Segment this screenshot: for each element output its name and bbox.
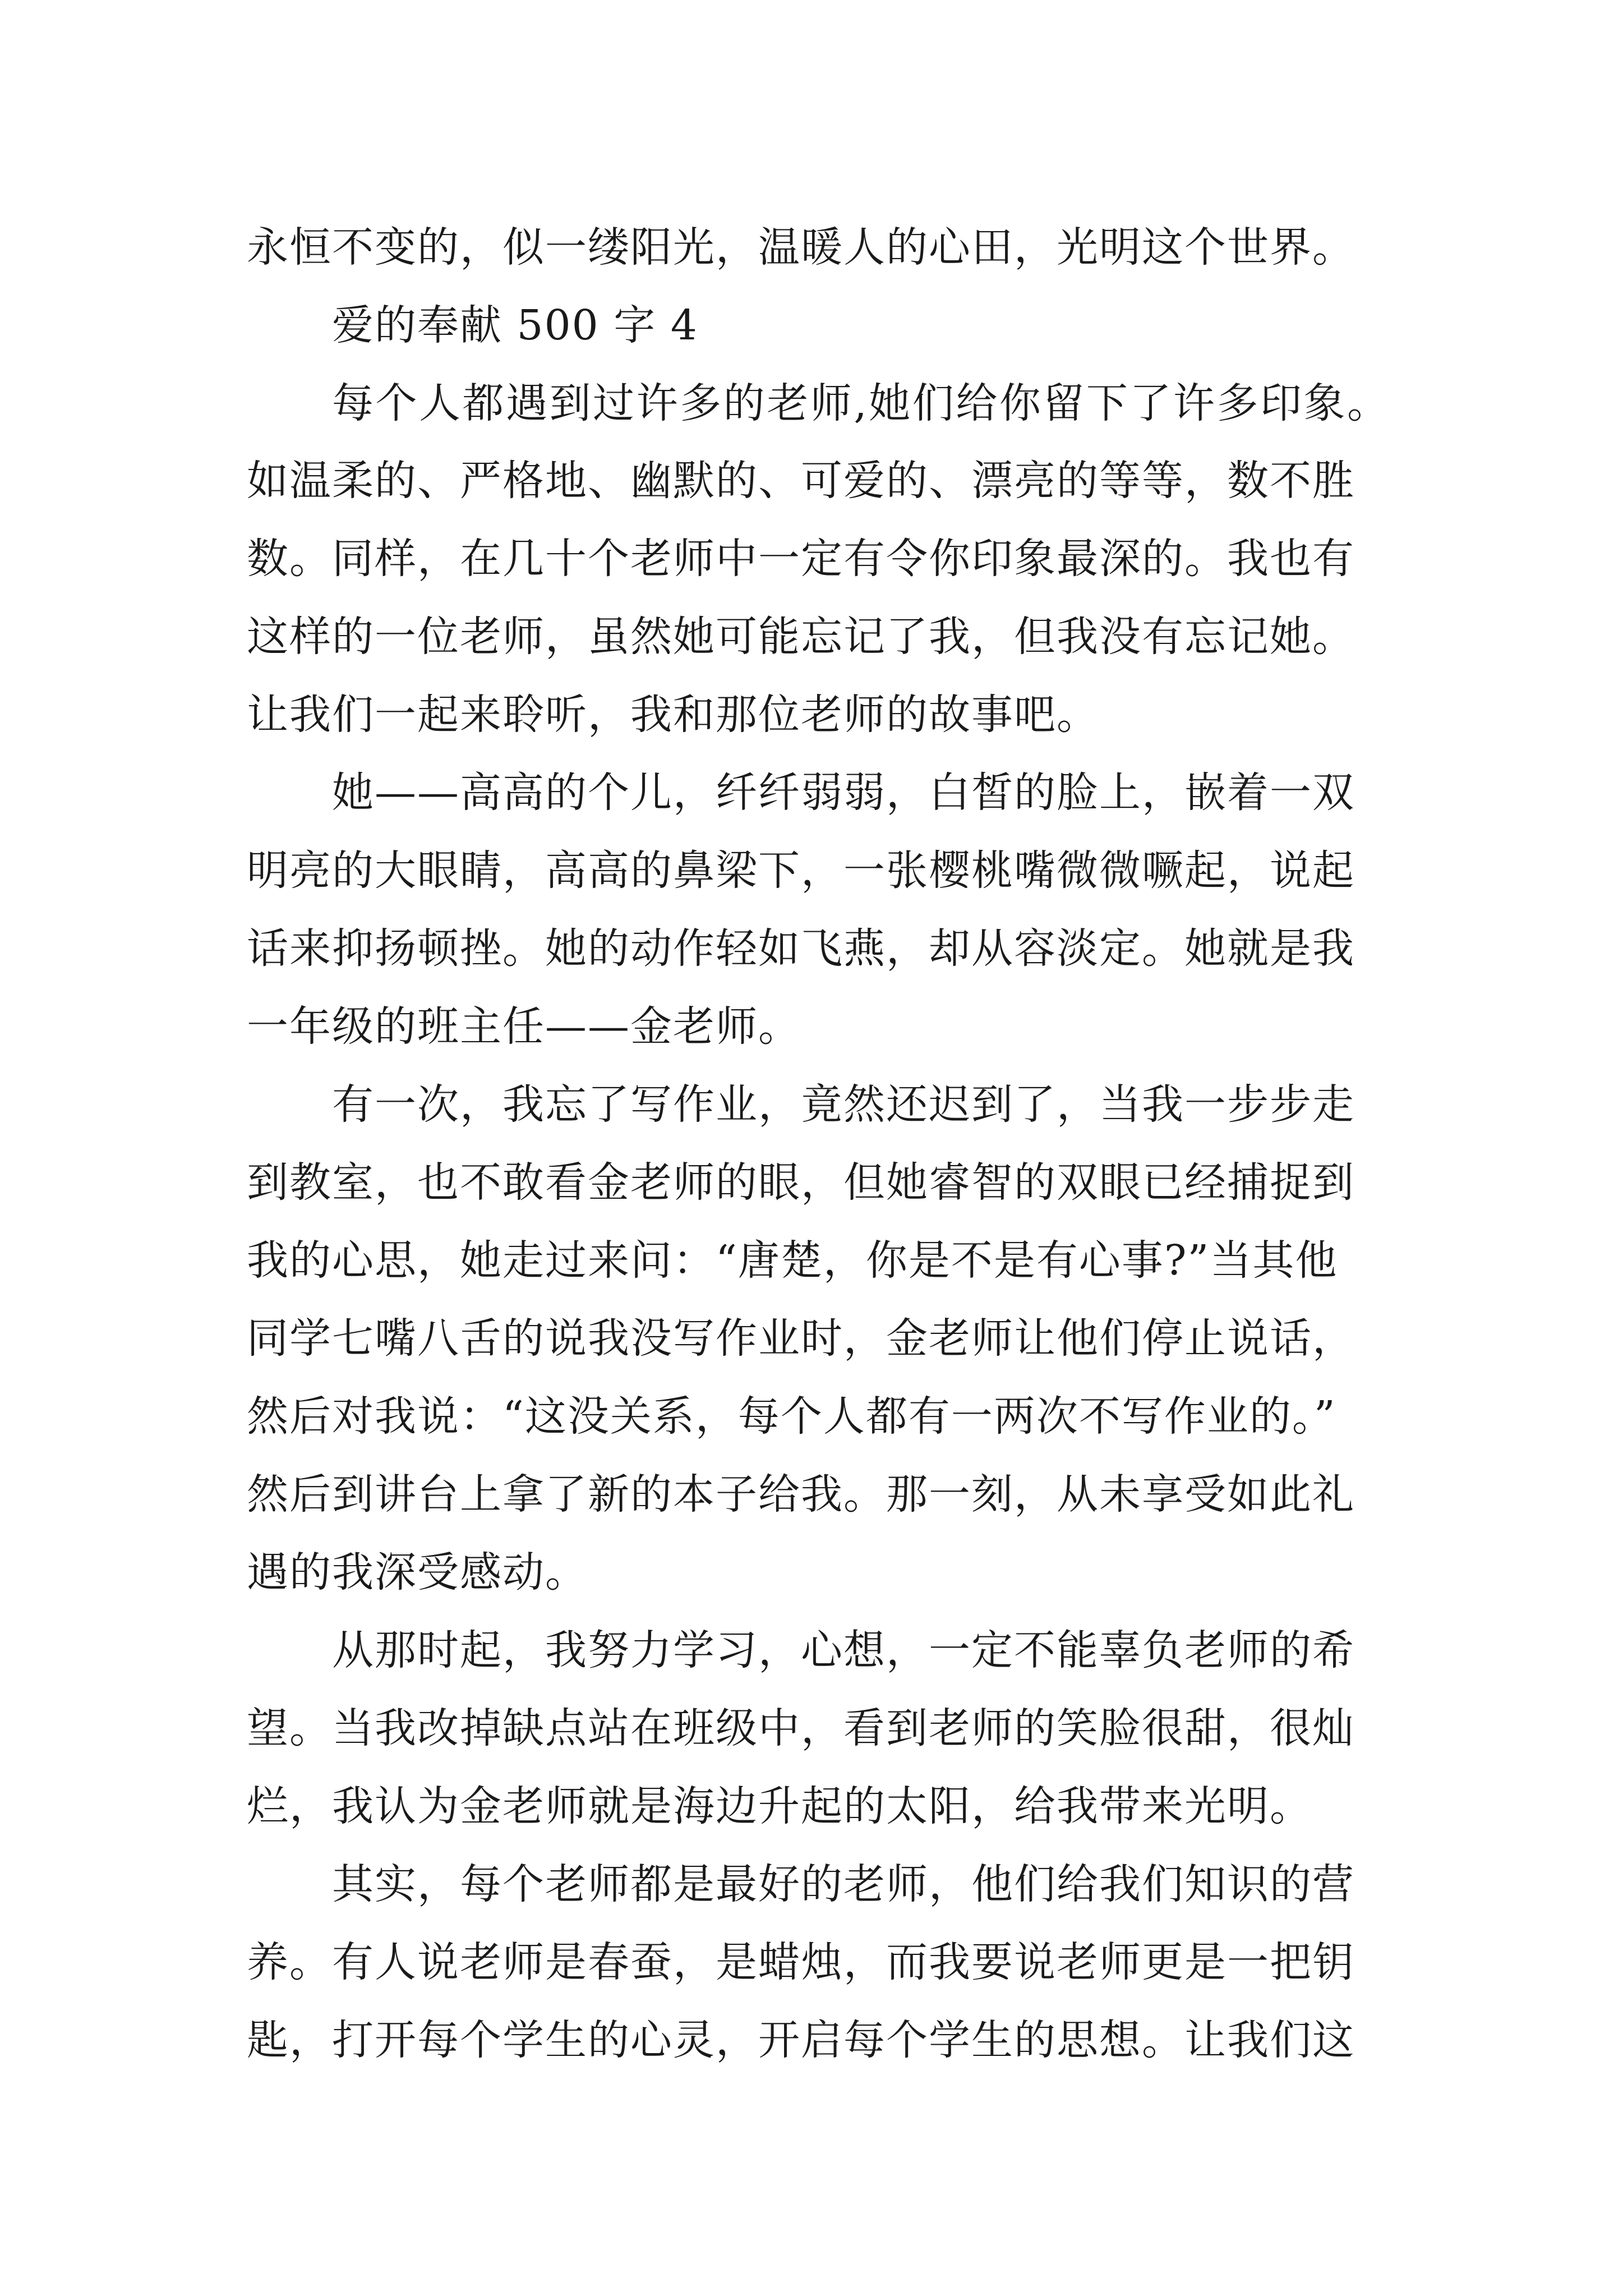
text-line: 明亮的大眼睛，高高的鼻梁下，一张樱桃嘴微微噘起，说起 bbox=[247, 846, 1355, 895]
text-line: 数。同样，在几十个老师中一定有令你印象最深的。我也有 bbox=[247, 535, 1355, 583]
section-heading: 爱的奉献 500 字 4 bbox=[332, 301, 698, 349]
text-line: 永恒不变的，似一缕阳光，温暖人的心田，光明这个世界。 bbox=[247, 223, 1355, 272]
text-line: 每个人都遇到过许多的老师,她们给你留下了许多印象。 bbox=[332, 379, 1391, 427]
text-line: 同学七嘴八舌的说我没写作业时，金老师让他们停止说话， bbox=[247, 1314, 1355, 1363]
text-line: 一年级的班主任——金老师。 bbox=[247, 1002, 801, 1051]
text-line: 匙，打开每个学生的心灵，开启每个学生的思想。让我们这 bbox=[247, 2016, 1355, 2064]
text-line: 让我们一起来聆听，我和那位老师的故事吧。 bbox=[247, 691, 1099, 739]
text-line: 到教室，也不敢看金老师的眼，但她睿智的双眼已经捕捉到 bbox=[247, 1158, 1355, 1207]
text-line: 望。当我改掉缺点站在班级中，看到老师的笑脸很甜，很灿 bbox=[247, 1704, 1355, 1752]
text-line: 我的心思，她走过来问：“唐楚，你是不是有心事?”当其他 bbox=[247, 1236, 1338, 1285]
text-line: 话来抑扬顿挫。她的动作轻如飞燕，却从容淡定。她就是我 bbox=[247, 924, 1355, 973]
text-line: 遇的我深受感动。 bbox=[247, 1548, 588, 1596]
text-line: 然后到讲台上拿了新的本子给我。那一刻，从未享受如此礼 bbox=[247, 1470, 1355, 1519]
text-line: 有一次，我忘了写作业，竟然还迟到了，当我一步步走 bbox=[332, 1080, 1355, 1129]
text-line: 她——高高的个儿，纤纤弱弱，白皙的脸上，嵌着一双 bbox=[332, 769, 1355, 817]
text-line: 然后对我说：“这没关系，每个人都有一两次不写作业的。” bbox=[247, 1392, 1336, 1441]
text-line: 烂，我认为金老师就是海边升起的太阳，给我带来光明。 bbox=[247, 1782, 1312, 1830]
text-line: 养。有人说老师是春蚕，是蜡烛，而我要说老师更是一把钥 bbox=[247, 1938, 1355, 1986]
text-line: 从那时起，我努力学习，心想，一定不能辜负老师的希 bbox=[332, 1626, 1355, 1674]
text-line: 如温柔的、严格地、幽默的、可爱的、漂亮的等等，数不胜 bbox=[247, 457, 1355, 505]
text-line: 其实，每个老师都是最好的老师，他们给我们知识的营 bbox=[332, 1860, 1355, 1908]
text-line: 这样的一位老师，虽然她可能忘记了我，但我没有忘记她。 bbox=[247, 613, 1355, 661]
